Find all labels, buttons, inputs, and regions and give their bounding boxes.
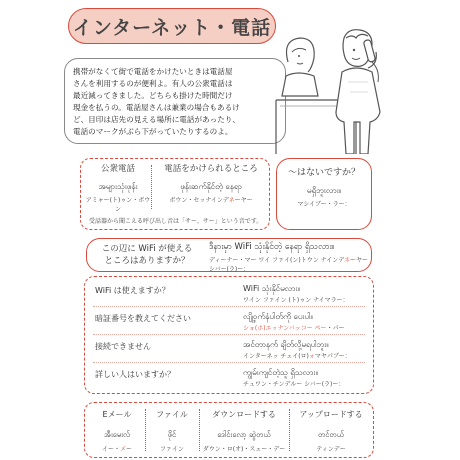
intro-text-box [64, 58, 286, 144]
phrase-kana: インターネッ チェイ(ロ)ォマヤパブー： [243, 353, 351, 360]
intro-line: ど、目印は店先の見える場所に電話があったり、 [73, 115, 240, 124]
phrase-my: WiFi သုံးနိုင်မလား။ [243, 284, 300, 293]
public-phone-my: အများသုံးဖုန်း [98, 182, 138, 191]
public-phone-kana: アミャー(ト)ゥン・ボウン [85, 197, 151, 213]
public-phone-jp: 公衆電話 [100, 164, 135, 174]
term-file: ファイル ဖိုင် ファイン [156, 410, 188, 453]
is-there-kana: マシイブー・ラー： [297, 201, 351, 208]
public-phone-entry [85, 163, 151, 214]
phrase-my: အင်တာနက် ချိတ်လို့မရပါဘူး။ [243, 340, 329, 349]
phone-place-entry [155, 163, 267, 205]
phrase-kana: ショ(ホ)エッナンバッコー ペー・パー [243, 325, 345, 332]
phrase-jp: 詳しい人はいますか？ [95, 370, 175, 379]
phrase-jp: 接続できません [95, 342, 151, 351]
divider [93, 334, 365, 335]
man-on-phone-illustration [268, 22, 388, 154]
phrase-my: လျို့ဝှက်နံပါတ်ကို ပေးပါ။ [243, 312, 313, 321]
divider [151, 165, 152, 209]
wifi-place-kana: ディーナー・マー ワイ ファイ(ン)トウン ナインデネーヤー シバー(ラ)ー： [209, 257, 368, 273]
phone-place-jp: 電話をかけられるところ [164, 164, 258, 174]
wifi-phrases-box [84, 276, 374, 394]
is-there-box [276, 158, 372, 230]
intro-line: 電話のマークがぶら下がっていたりするのよ。 [73, 127, 233, 136]
intro-line: 現金を払うの。電話屋さんは兼業の場合もあるけ [73, 103, 240, 112]
phone-place-my: ဖုန်းဆက်နိုင်တဲ့ နေရာ [180, 182, 242, 191]
intro-line: 携帯がなくて街で電話をかけたいときは電話屋 [73, 67, 233, 76]
divider [145, 409, 146, 451]
wifi-place-my: ဒီနားမှာ WiFi သုံးနိုင်တဲ့ နေရာ ရှိသလား။ [209, 242, 335, 252]
intro-line: さんを利用するのが便利よ。有人の公衆電話は [73, 79, 233, 88]
page-title: インターネット・電話 [72, 16, 272, 39]
divider [93, 306, 365, 307]
phrase-my: ကျွမ်းကျင်တဲ့သူ ရှိသလား။ [243, 368, 318, 377]
page-title-banner [68, 8, 276, 44]
divider [93, 362, 365, 363]
term-download: ダウンロードする ဒေါင်းလော့ ဆွဲတယ် ダウン・ロ(オ)・スェー・デー [202, 410, 286, 453]
phone-place-kana: ボウン・セッナインデネーヤー [169, 197, 253, 204]
phrase-jp: 暗証番号を教えてください [95, 314, 191, 323]
is-there-jp: ～はないですか？ [287, 168, 360, 178]
phrase-kana: チュワン・チンデルー シバー(ラ)ー： [243, 381, 345, 388]
wifi-place-question-box [86, 238, 372, 272]
divider [199, 409, 200, 451]
internet-terms-box [84, 402, 374, 458]
is-there-my: မရှိဘူးလား။ [306, 186, 342, 195]
wifi-place-jp: この辺に WiFi が使える ところはありますか？ [101, 244, 193, 266]
phrase-jp: WiFi は使えますか？ [95, 286, 170, 295]
phone-terms-box [80, 158, 270, 230]
term-email: Eメール အီးမေးလ် イー・メー [101, 410, 133, 453]
term-upload: アップロードする တင်တယ် ティンデー [299, 410, 363, 453]
phrase-kana: ワイン ファイン (ト)ゥン ナイマラー： [243, 297, 349, 304]
intro-line: 最近減ってきました。どちらも掛けた時間だけ [73, 91, 233, 100]
divider [289, 409, 290, 451]
ringtone-note: 受話器から聞こえる呼び出し音は「サー、サー」という音です。 [89, 218, 263, 225]
